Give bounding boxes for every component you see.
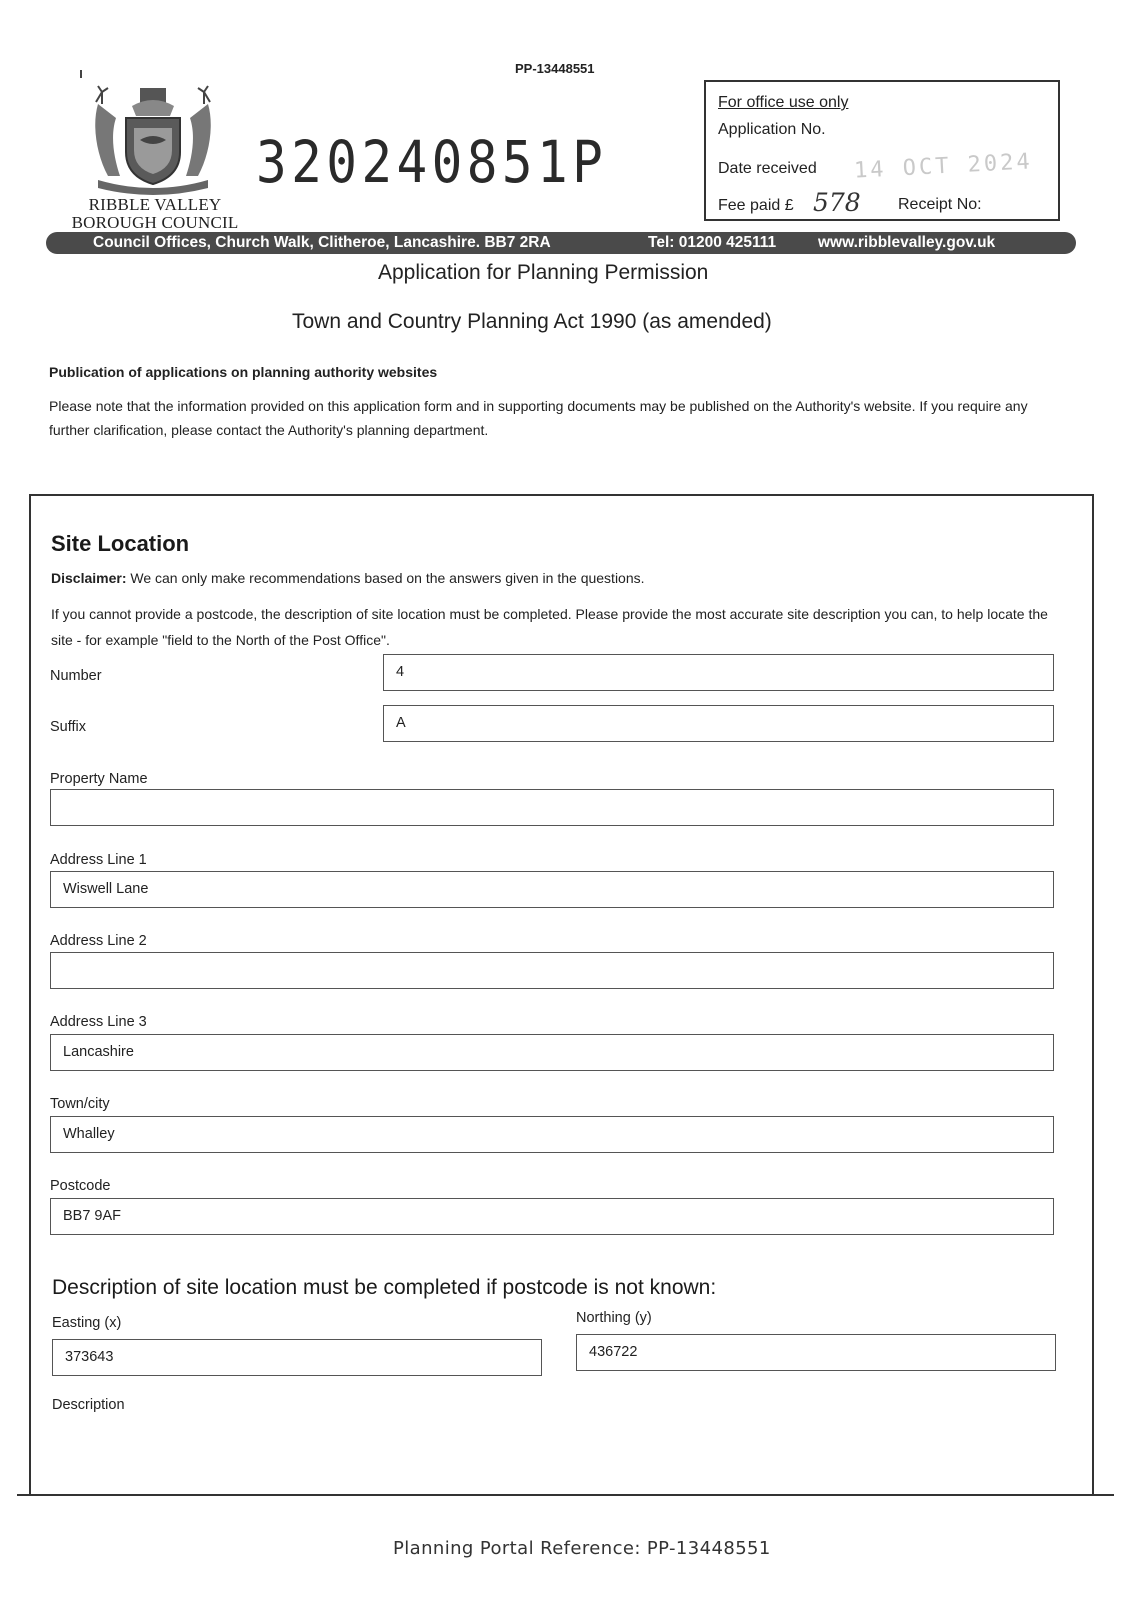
- application-reference-number: 320240851P: [256, 128, 608, 196]
- council-telephone: Tel: 01200 425111: [648, 234, 777, 251]
- easting-label: Easting (x): [52, 1315, 122, 1331]
- address-line-1-label: Address Line 1: [50, 852, 147, 868]
- fee-paid-label: Fee paid £: [718, 197, 794, 214]
- disclaimer: [51, 570, 645, 586]
- council-name-line-1: RIBBLE VALLEY: [88, 195, 222, 214]
- easting-field[interactable]: 373643: [52, 1339, 542, 1376]
- postcode-label: Postcode: [50, 1178, 111, 1194]
- council-crest-icon: [88, 84, 218, 196]
- description-label: Description: [52, 1397, 125, 1413]
- council-website-link[interactable]: www.ribblevalley.gov.uk: [818, 234, 996, 251]
- office-use-box: [704, 80, 1060, 221]
- act-title: Town and Country Planning Act 1990 (as amended): [292, 310, 772, 333]
- disclaimer-text: We can only make recommendations based on the answers given in the questions.: [126, 570, 645, 586]
- address-line-3-field[interactable]: Lancashire: [50, 1034, 1054, 1071]
- publication-text: Please note that the information provided on this application form and in supporting documents may be published on the Authority's website. If you require any further clarification, please contact the Authority's planning department.: [49, 398, 1028, 438]
- address-line-2-field[interactable]: [50, 952, 1054, 989]
- number-field[interactable]: 4: [383, 654, 1054, 691]
- description-section-heading: Description of site location must be completed if postcode is not known:: [52, 1276, 717, 1299]
- planning-portal-reference: Planning Portal Reference: PP-13448551: [393, 1538, 771, 1559]
- northing-label: Northing (y): [576, 1310, 652, 1326]
- property-name-field[interactable]: [50, 789, 1054, 826]
- date-received-stamp: 14 OCT 2024: [853, 149, 1034, 184]
- application-no-label: Application No.: [718, 121, 826, 138]
- fee-paid-value: 578: [813, 188, 861, 217]
- portal-reference-top: PP-13448551: [515, 61, 595, 76]
- section-heading-site-location: Site Location: [51, 531, 190, 556]
- office-use-title: For office use only: [718, 94, 849, 111]
- town-city-field[interactable]: Whalley: [50, 1116, 1054, 1153]
- address-line-3-label: Address Line 3: [50, 1014, 147, 1030]
- suffix-field[interactable]: A: [383, 705, 1054, 742]
- council-address: Council Offices, Church Walk, Clitheroe, Lancashire. BB7 2RA: [93, 234, 551, 251]
- publication-heading: Publication of applications on planning authority websites: [49, 364, 438, 380]
- town-city-label: Town/city: [50, 1096, 110, 1112]
- address-line-2-label: Address Line 2: [50, 933, 147, 949]
- application-title: Application for Planning Permission: [378, 261, 709, 284]
- number-label: Number: [50, 668, 102, 684]
- council-name-line-2: BOROUGH COUNCIL: [71, 213, 239, 232]
- northing-field[interactable]: 436722: [576, 1334, 1056, 1371]
- suffix-label: Suffix: [50, 719, 87, 735]
- scan-mark: [80, 70, 82, 78]
- receipt-no-label: Receipt No:: [898, 196, 982, 213]
- postcode-field[interactable]: BB7 9AF: [50, 1198, 1054, 1235]
- page-bottom-divider: [17, 1494, 1114, 1496]
- property-name-label: Property Name: [50, 771, 148, 787]
- site-location-instructions: If you cannot provide a postcode, the description of site location must be completed. Please provide the most accurate site description you can, to help locate the site - for example "field to the North of the Post Office".: [51, 606, 1048, 648]
- date-received-label: Date received: [718, 160, 817, 177]
- council-address-bar: [46, 232, 1076, 254]
- council-name: [60, 196, 250, 232]
- disclaimer-label: Disclaimer:: [51, 570, 127, 586]
- address-line-1-field[interactable]: Wiswell Lane: [50, 871, 1054, 908]
